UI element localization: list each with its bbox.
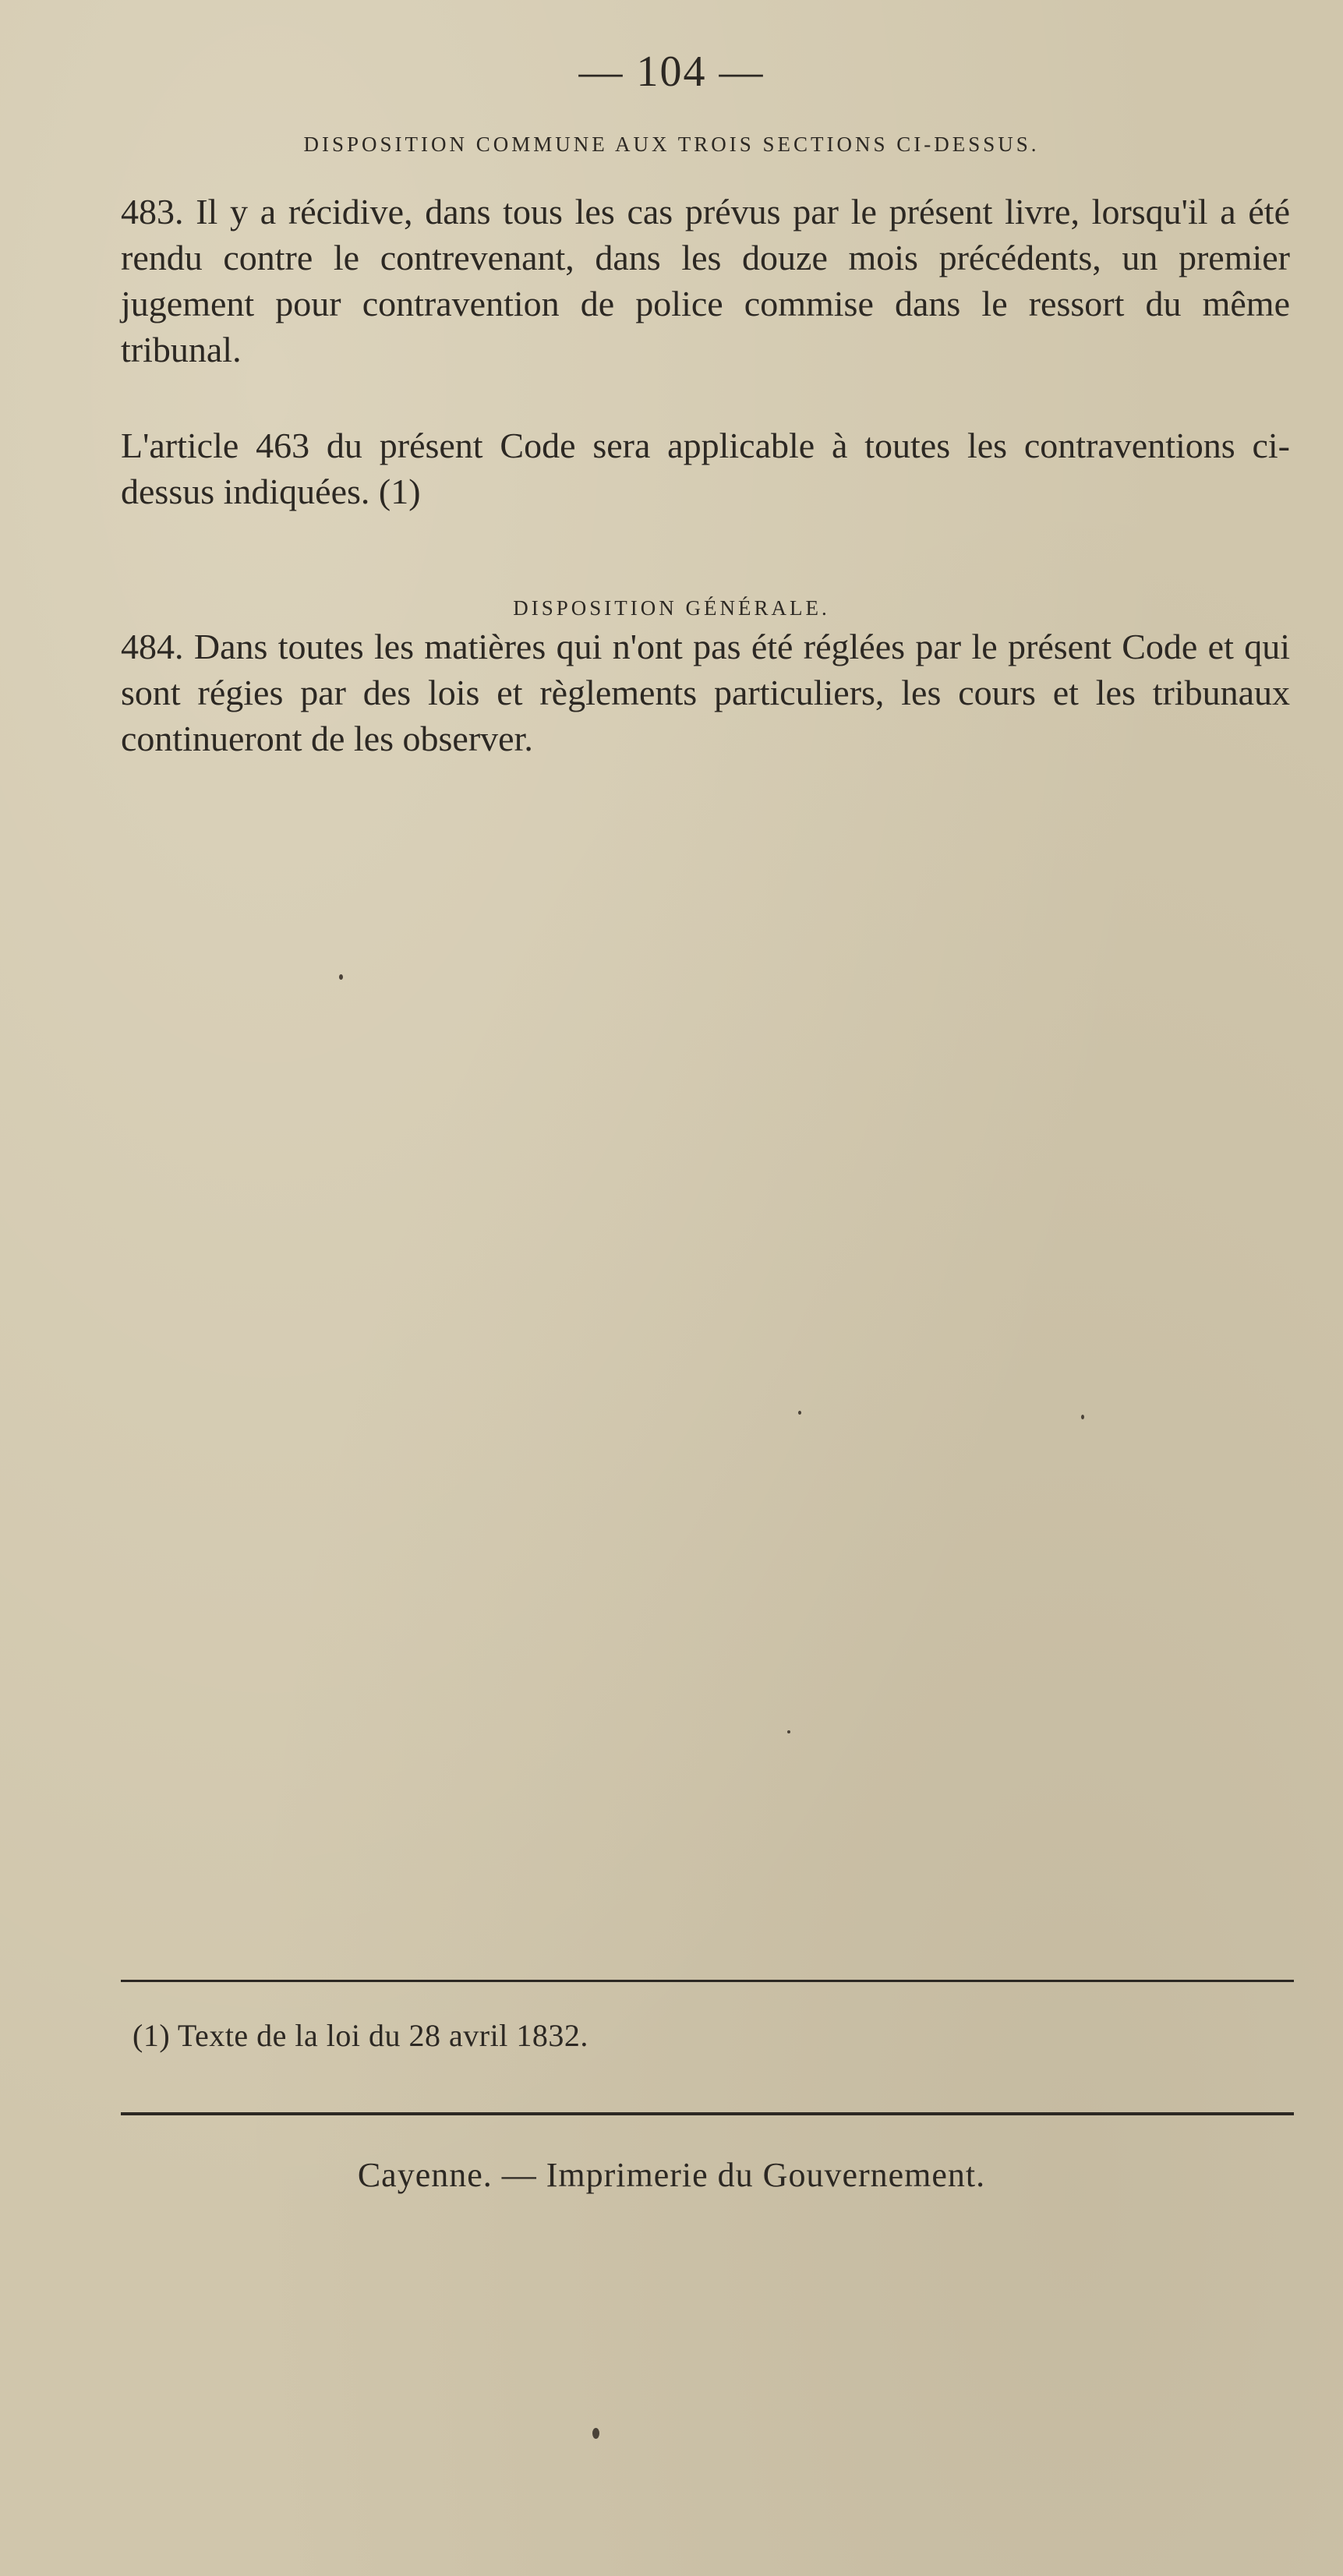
paper-speck: [1081, 1415, 1084, 1419]
paper-speck: [787, 1730, 790, 1733]
section-heading-common: DISPOSITION COMMUNE AUX TROIS SECTIONS CI-DESSUS.: [303, 133, 1040, 156]
section-heading-general: DISPOSITION GÉNÉRALE.: [513, 596, 830, 620]
article-463-reference-paragraph: L'article 463 du présent Code sera applicable à toutes les contraventions ci-dessus indiquées. (1): [121, 426, 1290, 511]
footnote-divider: [121, 1980, 1294, 1982]
page-number: — 104 —: [578, 48, 765, 96]
article-483-paragraph: 483. Il y a récidive, dans tous les cas prévus par le présent livre, lorsqu'il a été rendu contre le contrevenant, dans les douze mois précédents, un premier jugement pour contravention de police commise dans le ressort du même tribunal.: [121, 192, 1290, 369]
colophon-divider: [121, 2112, 1294, 2115]
paper-speck: [339, 974, 343, 980]
footnote: (1) Texte de la loi du 28 avril 1832.: [133, 2018, 588, 2053]
printer-colophon: Cayenne. — Imprimerie du Gouvernement.: [357, 2156, 986, 2194]
paper-speck: [592, 2428, 599, 2439]
paper-speck: [798, 1411, 801, 1415]
article-484-paragraph: 484. Dans toutes les matières qui n'ont pas été réglées par le présent Code et qui sont régies par des lois et règlements particuliers, les cours et les tribunaux continueront de les observer.: [121, 627, 1290, 758]
